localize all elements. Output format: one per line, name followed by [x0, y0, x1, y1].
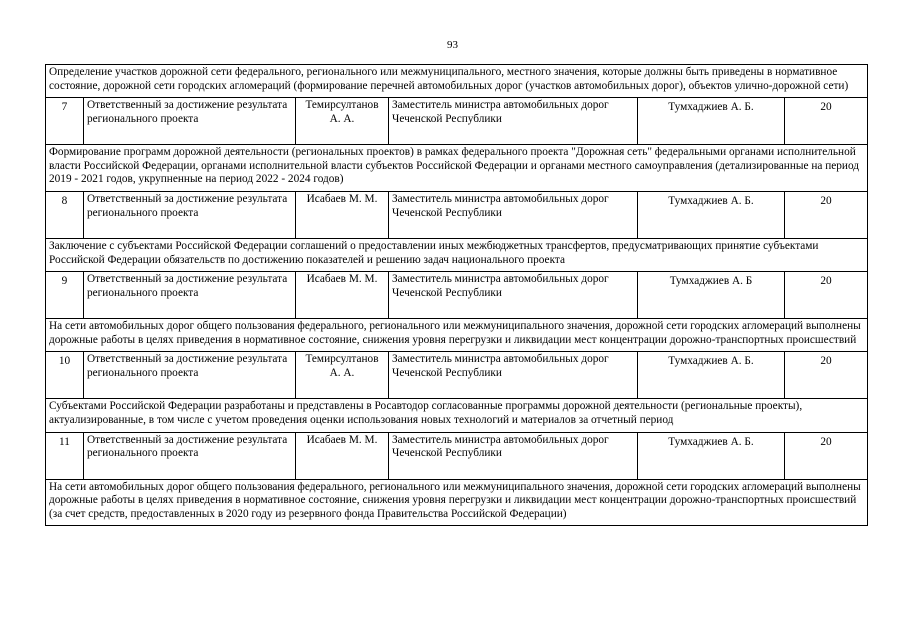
section-heading-row — [46, 238, 868, 271]
section-heading-row — [46, 479, 868, 526]
approver-cell: Тумхаджиев А. Б. — [638, 432, 785, 479]
person-cell: Исабаев М. М. — [296, 432, 389, 479]
responsibility-table-container — [45, 64, 869, 572]
section-heading-row — [46, 145, 868, 192]
table-row — [46, 352, 868, 399]
approver-cell: Тумхаджиев А. Б — [638, 272, 785, 319]
row-number-cell: 11 — [46, 432, 84, 479]
position-cell: Заместитель министра автомобильных дорог Чеченской Республики — [389, 98, 638, 145]
row-number-cell: 9 — [46, 272, 84, 319]
weight-cell: 20 — [785, 432, 868, 479]
page-number: 93 — [447, 39, 458, 51]
section-heading-text: На сети автомобильных дорог общего пользования федерального, регионального или межмуниципального значения, дорожной сети городских агломераций выполнены дорожные работы в целях приведения в нормативное состояние, снижения уровня перегрузки и ликвидации мест концентрации дорожно-транспортных происшествий — [46, 319, 868, 352]
section-heading-row — [46, 65, 868, 98]
weight-cell: 20 — [785, 352, 868, 399]
approver-cell: Тумхаджиев А. Б. — [638, 98, 785, 145]
section-heading-text: На сети автомобильных дорог общего пользования федерального, регионального или межмуниципального значения, дорожной сети городских агломераций выполнены дорожные работы в целях приведения в нормативное состояние, снижения уровня перегрузки и ликвидации мест концентрации дорожно-транспортных происшествий (за счет средств, предоставленных в 2020 году из резервного фонда Правительства Российской Федерации) — [46, 479, 868, 526]
person-cell: Темирсултанов А. А. — [296, 98, 389, 145]
position-cell: Заместитель министра автомобильных дорог Чеченской Республики — [389, 432, 638, 479]
approver-cell: Тумхаджиев А. Б. — [638, 191, 785, 238]
role-cell: Ответственный за достижение результата регионального проекта — [84, 98, 296, 145]
weight-cell: 20 — [785, 191, 868, 238]
role-cell: Ответственный за достижение результата регионального проекта — [84, 432, 296, 479]
row-number-cell: 7 — [46, 98, 84, 145]
table-row — [46, 191, 868, 238]
section-heading-text: Заключение с субъектами Российской Федерации соглашений о предоставлении иных межбюджетных трансфертов, предусматривающих принятие субъектами Российской Федерации обязательств по достижению показателей и решению задач национального проекта — [46, 238, 868, 271]
person-cell: Темирсултанов А. А. — [296, 352, 389, 399]
row-number-cell: 8 — [46, 191, 84, 238]
row-number-cell: 10 — [46, 352, 84, 399]
section-heading-text: Субъектами Российской Федерации разработаны и представлены в Росавтодор согласованные программы дорожной деятельности (региональные проекты), актуализированные, в том числе с учетом проведения оценки использования новых технологий и материалов за отчетный период — [46, 399, 868, 432]
section-heading-row — [46, 399, 868, 432]
responsibility-table — [45, 64, 868, 526]
weight-cell: 20 — [785, 98, 868, 145]
weight-cell: 20 — [785, 272, 868, 319]
section-heading-text: Формирование программ дорожной деятельности (региональных проектов) в рамках федерального проекта "Дорожная сеть" федеральными органами исполнительной власти Российской Федерации, органами исполнительной власти субъектов Российской Федерации и органами местного самоуправления (детализированные на период 2019 - 2021 годов, укрупненные на период 2022 - 2024 годов) — [46, 145, 868, 192]
section-heading-text: Определение участков дорожной сети федерального, регионального или межмуниципального, местного значения, которые должны быть приведены в нормативное состояние, дорожной сети городских агломераций (формирование перечней автомобильных дорог (участков автомобильных дорог), объектов улично-дорожной сети) — [46, 65, 868, 98]
role-cell: Ответственный за достижение результата регионального проекта — [84, 272, 296, 319]
role-cell: Ответственный за достижение результата регионального проекта — [84, 352, 296, 399]
table-body — [46, 65, 868, 526]
approver-cell: Тумхаджиев А. Б. — [638, 352, 785, 399]
person-cell: Исабаев М. М. — [296, 191, 389, 238]
person-cell: Исабаев М. М. — [296, 272, 389, 319]
table-row — [46, 432, 868, 479]
position-cell: Заместитель министра автомобильных дорог Чеченской Республики — [389, 272, 638, 319]
position-cell: Заместитель министра автомобильных дорог Чеченской Республики — [389, 352, 638, 399]
table-row — [46, 98, 868, 145]
section-heading-row — [46, 319, 868, 352]
table-row — [46, 272, 868, 319]
position-cell: Заместитель министра автомобильных дорог Чеченской Республики — [389, 191, 638, 238]
role-cell: Ответственный за достижение результата регионального проекта — [84, 191, 296, 238]
